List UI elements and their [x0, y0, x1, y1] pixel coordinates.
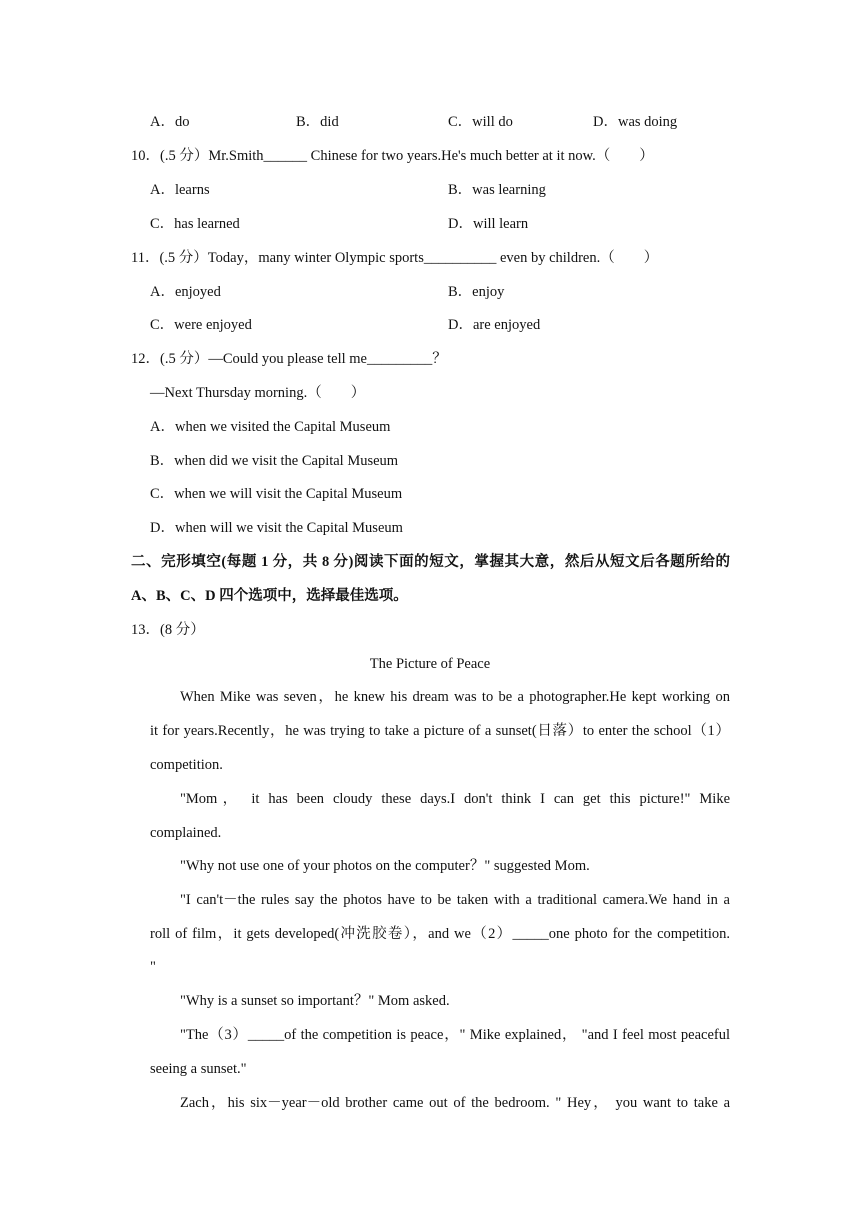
q10-option-c[interactable]: C．has learned: [150, 216, 240, 232]
q12-option-a[interactable]: A．when we visited the Capital Museum: [150, 419, 391, 435]
passage-p4-line2: roll of film，it gets developed(冲洗胶卷），and we（2）_____one photo for the competition.: [150, 926, 730, 942]
q12-option-c[interactable]: C．when we will visit the Capital Museum: [150, 486, 403, 502]
passage-p1-line2: it for years.Recently，he was trying to take a picture of a sunset(日落）to enter the school（1）: [150, 723, 730, 739]
passage-p4-line1: "I can't－the rules say the photos have to be taken with a traditional camera.We hand in a: [180, 892, 730, 908]
passage-p2-line2: complained.: [150, 825, 222, 841]
passage-p5: "Why is a sunset so important？" Mom asked.: [180, 993, 450, 1009]
passage-p7-line1: Zach，his six－year－old brother came out of the bedroom. " Hey， you want to take a: [180, 1095, 730, 1111]
q11-option-b[interactable]: B．enjoy: [448, 284, 505, 300]
section-heading-line1: 二、完形填空(每题 1 分，共 8 分)阅读下面的短文，掌握其大意，然后从短文后各题所给的: [131, 554, 730, 570]
q11-stem: 11．(.5 分）Today，many winter Olympic sports__________ even by children.（ ）: [131, 250, 659, 266]
passage-p6-line2: seeing a sunset.": [150, 1061, 247, 1077]
passage-title: The Picture of Peace: [369, 656, 491, 672]
passage-p2-line1: "Mom， it has been cloudy these days.I don't think I can get this picture!" Mike: [180, 791, 730, 807]
q10-stem: 10．(.5 分）Mr.Smith______ Chinese for two years.He's much better at it now.（ ）: [131, 148, 654, 164]
q10-option-b[interactable]: B．was learning: [448, 182, 546, 198]
passage-p1-line3: competition.: [150, 757, 223, 773]
q12-stem: 12．(.5 分）—Could you please tell me_________？: [131, 351, 447, 367]
q9-option-c[interactable]: C．will do: [448, 114, 513, 130]
q11-option-c[interactable]: C．were enjoyed: [150, 317, 252, 333]
passage-p1-line1: When Mike was seven，he knew his dream was to be a photographer.He kept working on: [180, 689, 730, 705]
q10-option-a[interactable]: A．learns: [150, 182, 210, 198]
q9-option-a[interactable]: A．do: [150, 114, 190, 130]
q9-option-d[interactable]: D．was doing: [593, 114, 678, 130]
q9-option-b[interactable]: B．did: [296, 114, 339, 130]
q11-option-d[interactable]: D．are enjoyed: [448, 317, 541, 333]
q11-option-a[interactable]: A．enjoyed: [150, 284, 221, 300]
passage-p4-line3: ": [150, 959, 156, 975]
q13-label: 13．(8 分）: [131, 622, 205, 638]
section-heading-line2: A、B、C、D 四个选项中，选择最佳选项。: [131, 588, 408, 604]
q12-option-b[interactable]: B．when did we visit the Capital Museum: [150, 453, 399, 469]
passage-p6-line1: "The（3）_____of the competition is peace，" Mike explained， "and I feel most peaceful: [180, 1027, 730, 1043]
passage-p3: "Why not use one of your photos on the computer？" suggested Mom.: [180, 858, 590, 874]
q12-option-d[interactable]: D．when will we visit the Capital Museum: [150, 520, 403, 536]
q10-option-d[interactable]: D．will learn: [448, 216, 529, 232]
q12-reply: —Next Thursday morning.（ ）: [150, 385, 366, 401]
